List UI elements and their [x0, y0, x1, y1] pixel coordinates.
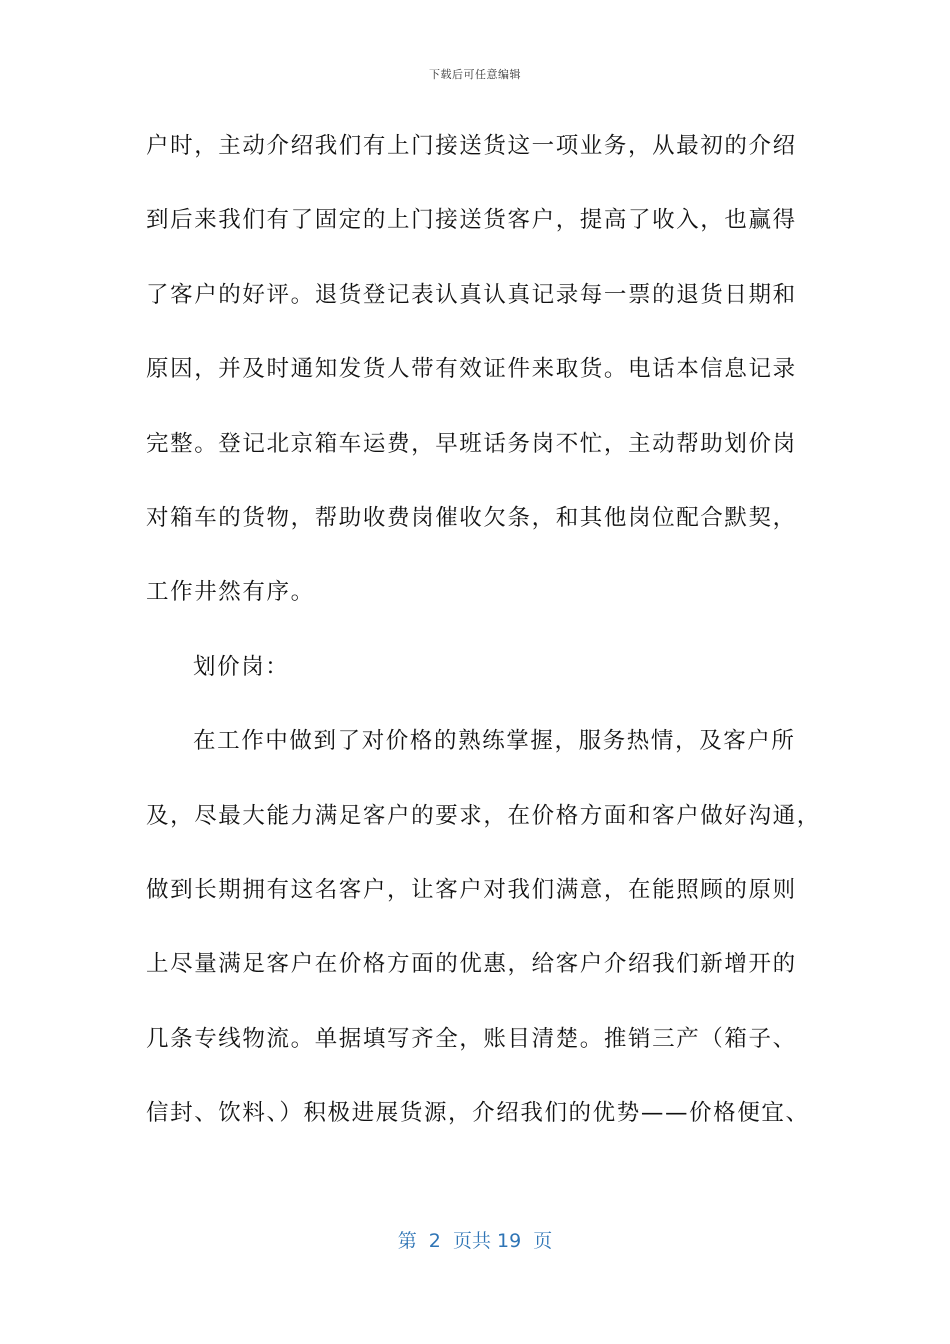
page-number-footer: 第 2 页共 19 页	[397, 1230, 553, 1252]
section-heading: 划价岗：	[193, 653, 290, 680]
text-line-2: 到后来我们有了固定的上门接送货客户，提高了收入，也赢得	[146, 207, 797, 234]
text-line-7: 工作井然有序。	[146, 579, 315, 606]
text-line-14: 信封、饮料、）积极进展货源，介绍我们的优势——价格便宜、	[146, 1100, 810, 1127]
text-line-4: 原因，并及时通知发货人带有效证件来取货。电话本信息记录	[146, 356, 797, 383]
text-line-9: 在工作中做到了对价格的熟练掌握，服务热情，及客户所	[193, 728, 796, 755]
text-line-1: 户时，主动介绍我们有上门接送货这一项业务，从最初的介绍	[146, 133, 797, 159]
text-line-3: 了客户的好评。退货登记表认真认真记录每一票的退货日期和	[146, 281, 797, 308]
text-line-6: 对箱车的货物，帮助收费岗催收欠条，和其他岗位配合默契，	[146, 504, 797, 531]
text-line-10: 及，尽最大能力满足客户的要求，在价格方面和客户做好沟通，	[146, 802, 821, 829]
text-line-5: 完整。登记北京箱车运费，早班话务岗不忙，主动帮助划价岗	[146, 430, 797, 457]
page-header-note: 下载后可任意编辑	[429, 68, 521, 81]
document-body	[146, 128, 821, 1169]
text-line-13: 几条专线物流。单据填写齐全，账目清楚。推销三产（箱子、	[146, 1025, 797, 1052]
text-line-12: 上尽量满足客户在价格方面的优惠，给客户介绍我们新增开的	[146, 951, 797, 978]
text-line-11: 做到长期拥有这名客户，让客户对我们满意，在能照顾的原则	[146, 876, 797, 903]
